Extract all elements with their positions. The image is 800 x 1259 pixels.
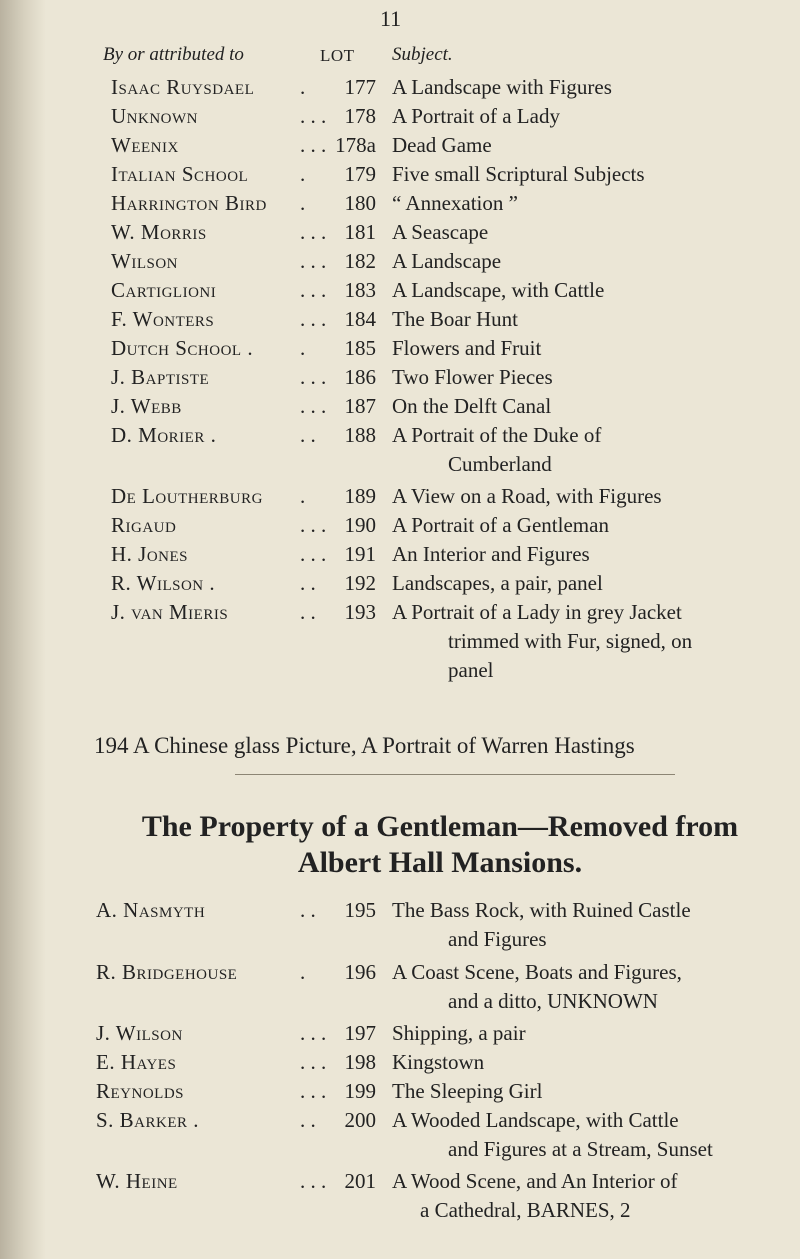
lot-subject: The Boar Hunt [392,307,518,331]
lot-number: 195 [344,898,376,922]
lot-subject: A Portrait of a Lady in grey Jacket [392,600,682,624]
artist-name: A. Nasmyth [96,898,206,922]
artist-name: J. van Mieris [111,600,229,624]
lot-subject: The Sleeping Girl [392,1079,543,1103]
lot-number: 186 [344,365,376,389]
lot-number: 179 [344,162,376,186]
lot-row [0,484,800,512]
leader-dots: . . [300,1108,316,1132]
lot-number: 178 [344,104,376,128]
lot-subject-continuation: a Cathedral, BARNES, 2 [420,1198,631,1222]
lot-number: 187 [344,394,376,418]
leader-dots: . . [300,423,316,447]
lot-subject: Kingstown [392,1050,485,1074]
leader-dots: . . . [300,307,327,331]
lot-row [0,1108,800,1136]
lot-number: 190 [344,513,376,537]
lot-row [0,365,800,393]
lot-row [0,249,800,277]
lot-number: 193 [344,600,376,624]
lot-row [0,133,800,161]
artist-name: E. Hayes [96,1050,177,1074]
leader-dots: . [300,162,306,186]
leader-dots: . . . [300,394,327,418]
lot-row [0,898,800,926]
lot-number: 196 [344,960,376,984]
artist-name: S. Barker . [96,1108,200,1132]
lot-row [0,104,800,132]
leader-dots: . . [300,898,316,922]
leader-dots: . [300,75,306,99]
lot-subject: A Landscape [392,249,502,273]
lot-subject: Flowers and Fruit [392,336,542,360]
artist-name: W. Morris [111,220,207,244]
lot-number: 189 [344,484,376,508]
lot-number: 180 [344,191,376,215]
lot-subject: A Landscape, with Cattle [392,278,605,302]
lot-subject: Five small Scriptural Subjects [392,162,645,186]
lot-subject-continuation: trimmed with Fur, signed, on [448,629,693,653]
lot-number: 198 [344,1050,376,1074]
lot-number: 177 [344,75,376,99]
lot-row [0,75,800,103]
lot-row [0,191,800,219]
lot-subject: A Wood Scene, and An Interior of [392,1169,678,1193]
artist-name: J. Wilson [96,1021,183,1045]
lot-subject-continuation: and Figures at a Stream, Sunset [448,1137,713,1161]
lot-subject: On the Delft Canal [392,394,552,418]
leader-dots: . . . [300,365,327,389]
lot-row [0,1079,800,1107]
lot-number: 191 [344,542,376,566]
leader-dots: . . . [300,278,327,302]
leader-dots: . . . [300,1169,327,1193]
lot-subject: A View on a Road, with Figures [392,484,662,508]
leader-dots: . [300,484,306,508]
lot-subject: Two Flower Pieces [392,365,553,389]
lot-number: 201 [344,1169,376,1193]
section-heading: The Property of a Gentleman—Removed from [141,810,739,843]
artist-name: R. Bridgehouse [96,960,238,984]
page-number: 11 [380,6,402,31]
leader-dots: . [300,960,306,984]
lot-subject-continuation: panel [448,658,494,682]
lot-row [0,1021,800,1049]
section-heading: Albert Hall Mansions. [297,846,583,879]
header-subject: Subject. [392,44,453,65]
header-lot: LOT [320,46,355,65]
leader-dots: . . . [300,1021,327,1045]
artist-name: H. Jones [111,542,189,566]
artist-name: De Loutherburg [111,484,263,508]
lot-subject: Landscapes, a pair, panel [392,571,603,595]
lot-subject: A Seascape [392,220,489,244]
leader-dots: . [300,191,306,215]
lot-subject: An Interior and Figures [392,542,590,566]
lot-number: 197 [344,1021,376,1045]
artist-name: Reynolds [96,1079,185,1103]
lot-row [0,162,800,190]
lot-number: 185 [344,336,376,360]
artist-name: Dutch School . [111,336,254,360]
lot-row [0,220,800,248]
artist-name: J. Baptiste [111,365,210,389]
leader-dots: . . . [300,513,327,537]
lot-row [0,278,800,306]
lot-row [0,307,800,335]
lot-194-line: 194 A Chinese glass Picture, A Portrait of Warren Hastings [94,733,635,758]
leader-dots: . . [300,571,316,595]
artist-name: R. Wilson . [111,571,216,595]
lot-row [0,1169,800,1197]
header-attributed: By or attributed to [103,44,244,65]
lot-number: 182 [344,249,376,273]
lot-subject: A Landscape with Figures [392,75,612,99]
artist-name: W. Heine [96,1169,178,1193]
artist-name: Harrington Bird [111,191,267,215]
leader-dots: . . . [300,104,327,128]
lot-subject: Dead Game [392,133,492,157]
lot-row [0,423,800,451]
lot-number: 178a [335,133,376,157]
lot-subject-continuation: and a ditto, UNKNOWN [448,989,658,1013]
artist-name: Wilson [111,249,178,273]
leader-dots: . . . [300,1079,327,1103]
lot-row [0,513,800,541]
lot-number: 188 [344,423,376,447]
lot-number: 200 [344,1108,376,1132]
artist-name: J. Webb [111,394,182,418]
lot-row [0,600,800,628]
lot-number: 181 [344,220,376,244]
lot-row [0,960,800,988]
lot-subject: The Bass Rock, with Ruined Castle [392,898,691,922]
artist-name: Italian School [111,162,249,186]
leader-dots: . . . [300,249,327,273]
lot-subject: A Coast Scene, Boats and Figures, [392,960,682,984]
lot-subject: “ Annexation ” [392,191,518,215]
lot-number: 192 [344,571,376,595]
lot-subject: A Portrait of the Duke of [392,423,602,447]
artist-name: Weenix [111,133,179,157]
lot-subject: A Wooded Landscape, with Cattle [392,1108,679,1132]
lot-number: 183 [344,278,376,302]
leader-dots: . . . [300,542,327,566]
lot-subject-continuation: and Figures [448,927,547,951]
lot-number: 184 [344,307,376,331]
lot-row [0,394,800,422]
artist-name: Unknown [111,104,198,128]
leader-dots: . . . [300,133,327,157]
artist-name: Rigaud [111,513,177,537]
artist-name: Isaac Ruysdael [111,75,255,99]
leader-dots: . . . [300,1050,327,1074]
artist-name: D. Morier . [111,423,217,447]
leader-dots: . . . [300,220,327,244]
artist-name: F. Wonters [111,307,215,331]
lot-row [0,336,800,364]
lot-row [0,542,800,570]
section-divider [235,774,675,775]
artist-name: Cartiglioni [111,278,217,302]
leader-dots: . [300,336,306,360]
lot-row [0,571,800,599]
lot-subject-continuation: Cumberland [448,452,552,476]
lot-subject: A Portrait of a Gentleman [392,513,609,537]
leader-dots: . . [300,600,316,624]
lot-number: 199 [344,1079,376,1103]
lot-subject: Shipping, a pair [392,1021,526,1045]
lot-subject: A Portrait of a Lady [392,104,560,128]
lot-row [0,1050,800,1078]
